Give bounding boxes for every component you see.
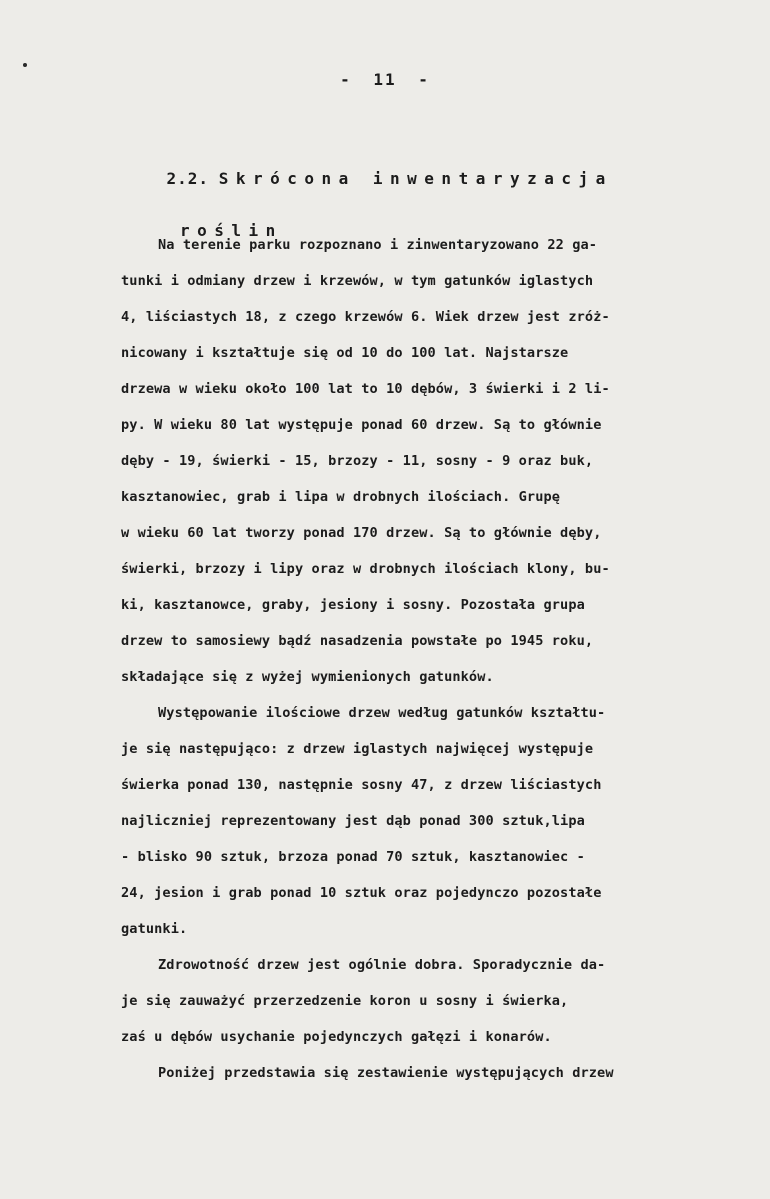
section-title-line-2: roślin [180,221,283,240]
text-line: dęby - 19, świerki - 15, brzozy - 11, sosny - 9 oraz buk, [121,453,594,469]
text-line: ki, kasztanowce, graby, jesiony i sosny. Pozostała grupa [121,597,585,613]
section-title-line-1: Skrócona inwentaryzacja [218,169,613,188]
text-line: je się następująco: z drzew iglastych najwięcej występuje [121,741,594,757]
text-line: py. W wieku 80 lat występuje ponad 60 drzew. Są to głównie [121,417,602,433]
text-line: Na terenie parku rozpoznano i zinwentaryzowano 22 ga- [158,237,598,253]
text-line: świerki, brzozy i lipy oraz w drobnych ilościach klony, bu- [121,561,610,577]
text-line: 24, jesion i grab ponad 10 sztuk oraz pojedynczo pozostałe [121,885,602,901]
text-line: najliczniej reprezentowany jest dąb ponad 300 sztuk,lipa [121,813,585,829]
text-line: - blisko 90 sztuk, brzoza ponad 70 sztuk, kasztanowiec - [121,849,585,865]
text-line: świerka ponad 130, następnie sosny 47, z drzew liściastych [121,777,602,793]
text-line: drzewa w wieku około 100 lat to 10 dębów, 3 świerki i 2 li- [121,381,610,397]
text-line: zaś u dębów usychanie pojedynczych gałęzi i konarów. [121,1029,552,1045]
text-line: w wieku 60 lat tworzy ponad 170 drzew. Są to głównie dęby, [121,525,602,541]
text-line: Zdrowotność drzew jest ogólnie dobra. Sporadycznie da- [158,957,606,973]
text-line: składające się z wyżej wymienionych gatunków. [121,669,494,685]
text-line: 4, liściastych 18, z czego krzewów 6. Wiek drzew jest zróż- [121,309,610,325]
text-line: nicowany i kształtuje się od 10 do 100 lat. Najstarsze [121,345,569,361]
text-line: drzew to samosiewy bądź nasadzenia powstałe po 1945 roku, [121,633,594,649]
text-line: tunki i odmiany drzew i krzewów, w tym gatunków iglastych [121,273,594,289]
text-line: kasztanowiec, grab i lipa w drobnych ilościach. Grupę [121,489,561,505]
page-number: - 11 - [340,70,430,89]
text-line: gatunki. [121,921,188,937]
section-number: 2.2. [166,169,210,188]
text-line: je się zauważyć przerzedzenie koron u sosny i świerka, [121,993,569,1009]
text-line: Występowanie ilościowe drzew według gatunków kształtu- [158,705,606,721]
scan-speck [23,63,27,67]
text-line: Poniżej przedstawia się zestawienie występujących drzew [158,1065,614,1081]
